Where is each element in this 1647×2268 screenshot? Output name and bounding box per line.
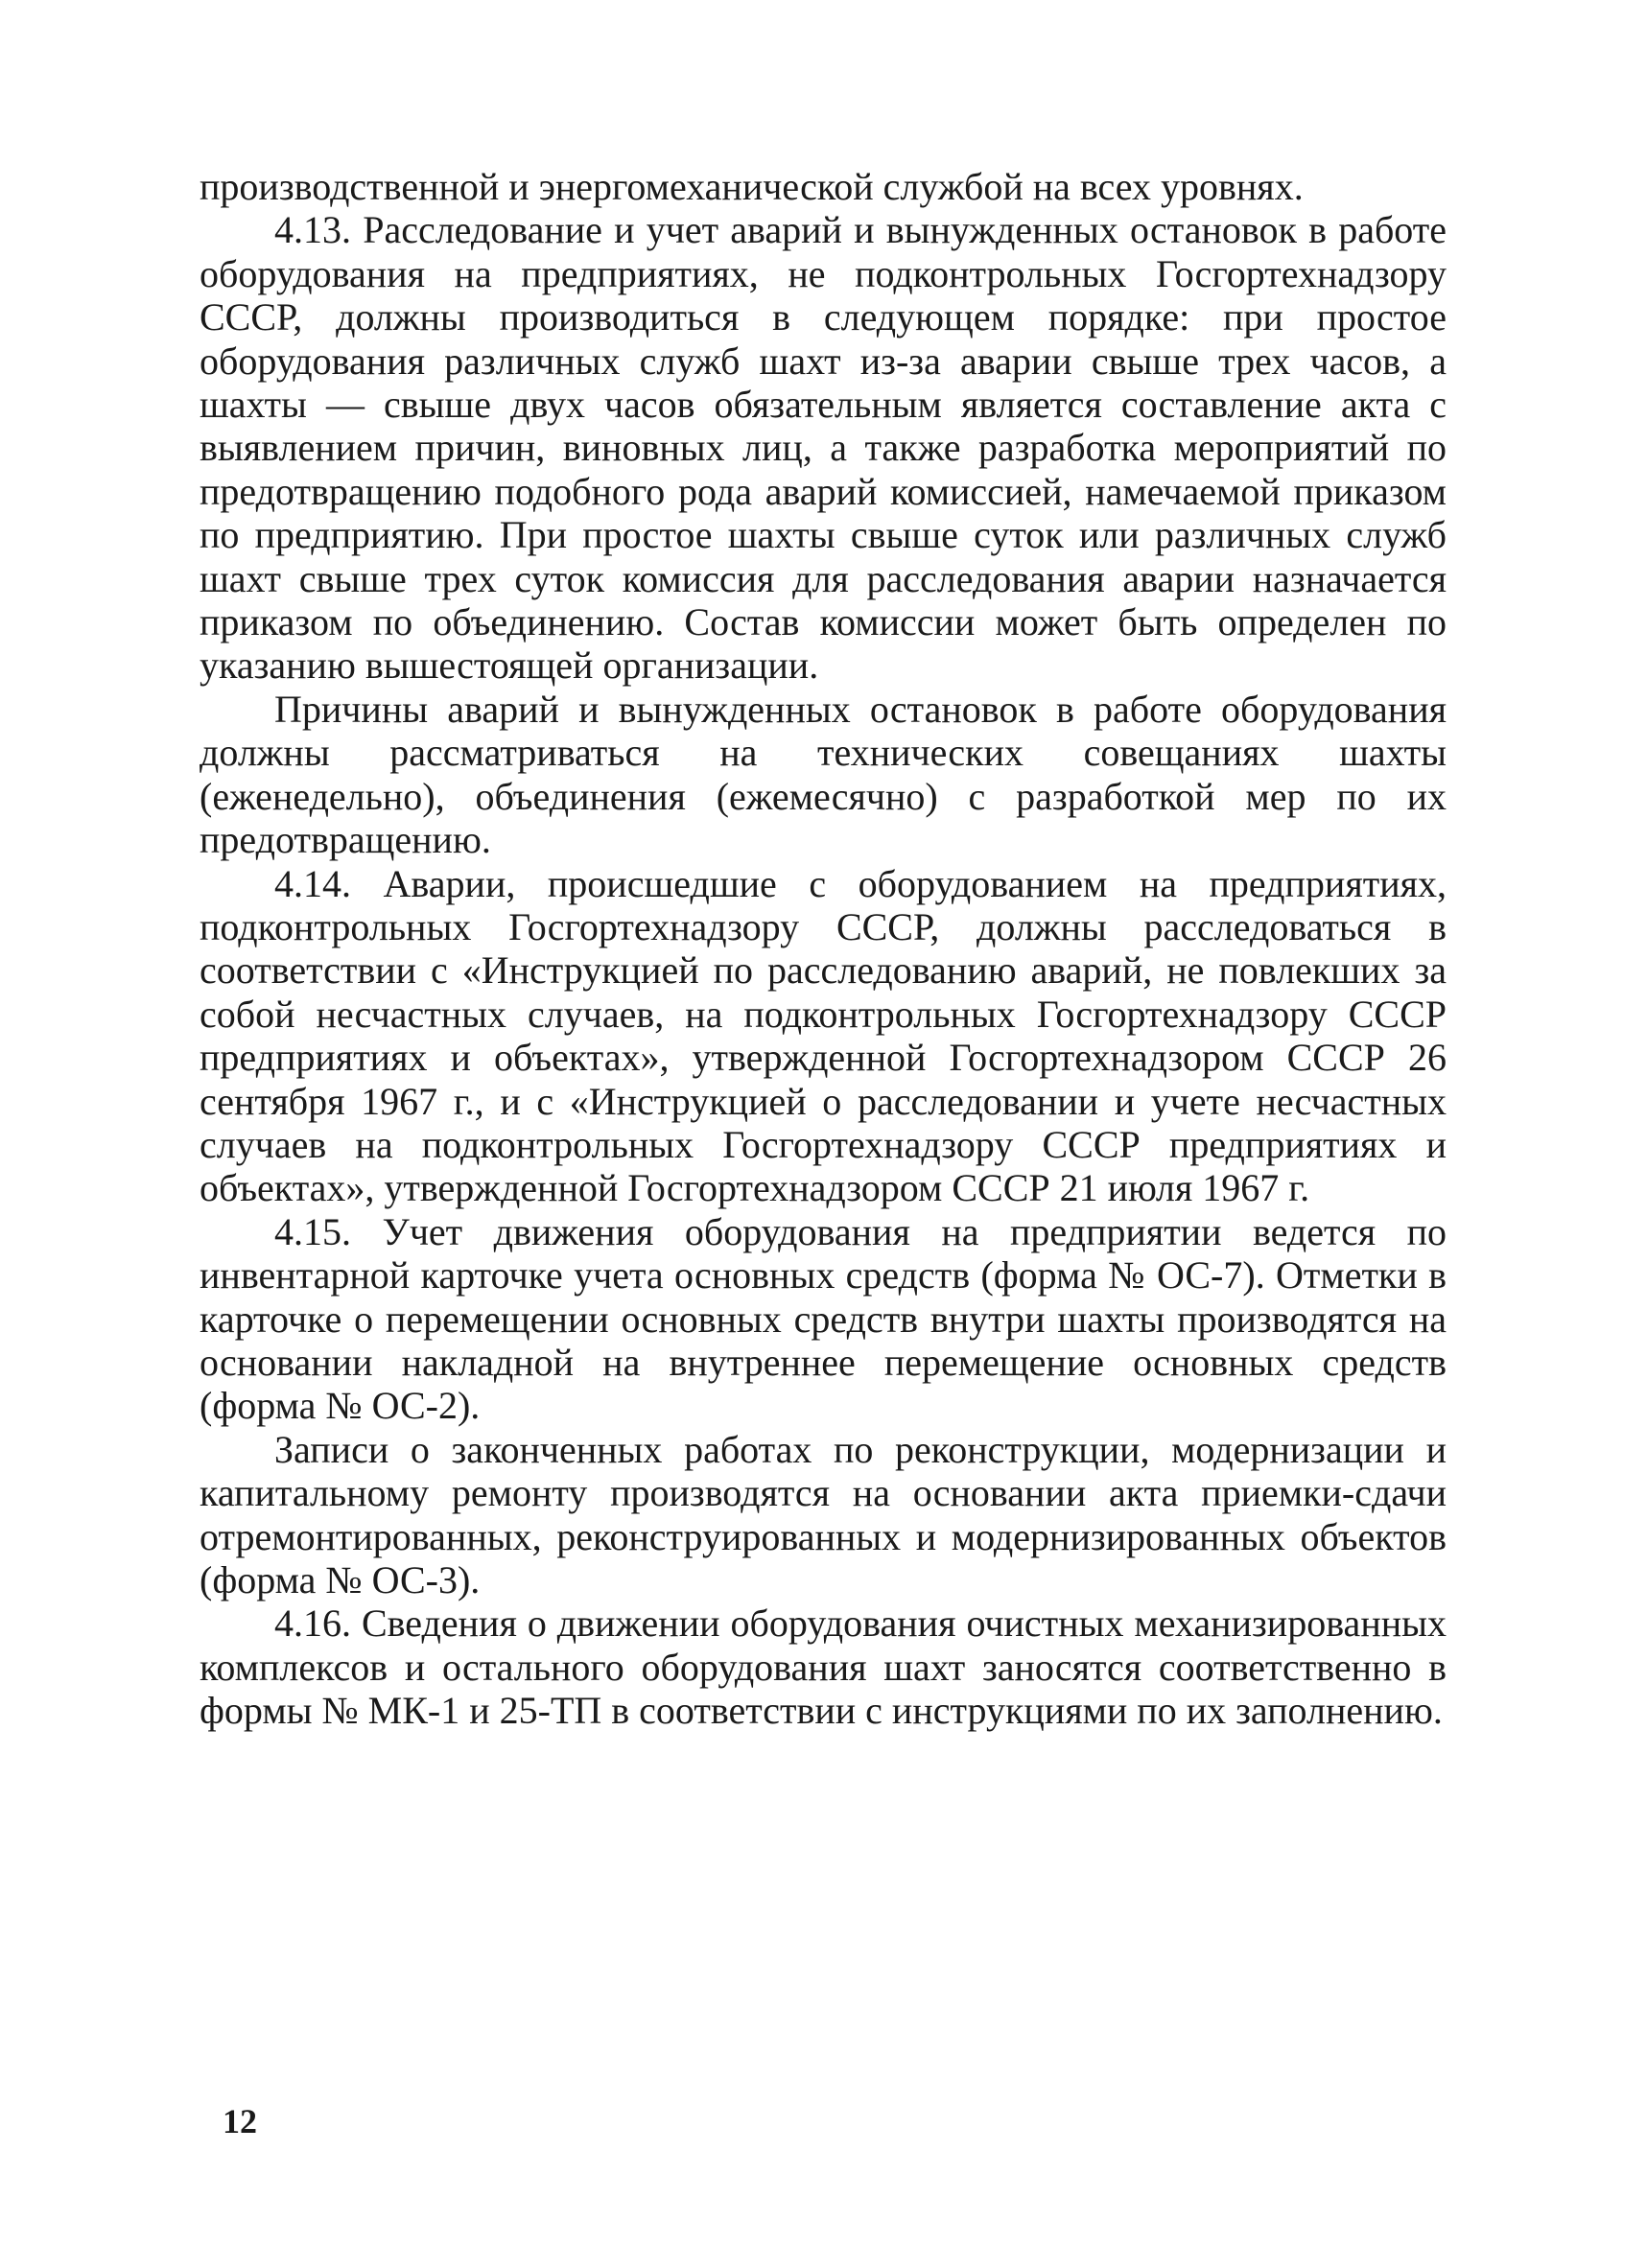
paragraph-4-15: 4.15. Учет движения оборудования на предприятии ведется по инвентарной карточке учета основных средств (форма № ОС-7). Отметки в карточке о перемещении основных средств внутри шахты производятся на основании накладной на внутреннее перемещение основных средств (форма № ОС-2).: [200, 1209, 1447, 1428]
paragraph-causes: Причины аварий и вынужденных остановок в работе оборудования должны рассматриваться на технических совещаниях шахты (еженедельно), объединения (ежемесячно) с разработкой мер по их предотвращению.: [200, 687, 1447, 862]
paragraph-4-13: 4.13. Расследование и учет аварий и вынужденных остановок в работе оборудования на предприятиях, не подконтрольных Госгортехнадзору СССР, должны производиться в следующем порядке: при простое оборудования различных служб шахт из-за аварии свыше трех часов, а шахты — свыше двух часов обязательным является составление акта с выявлением причин, виновных лиц, а также разработка мероприятий по предотвращению подобного рода аварий комиссией, намечаемой приказом по предприятию. При простое шахты свыше суток или различных служб шахт свыше трех суток комиссия для расследования аварии назначается приказом по объединению. Состав комиссии может быть определен по указанию вышестоящей организации.: [200, 208, 1447, 688]
page-number: 12: [223, 2102, 257, 2140]
paragraph-4-16: 4.16. Сведения о движении оборудования очистных механизированных комплексов и остального оборудования шахт заносятся соответственно в формы № МК-1 и 25-ТП в соответствии с инструкциями по их заполнению.: [200, 1602, 1447, 1733]
paragraph-records: Записи о законченных работах по реконструкции, модернизации и капитальному ремонту производятся на основании акта приемки-сдачи отремонтированных, реконструированных и модернизированных объектов (форма № ОС-3).: [200, 1427, 1447, 1602]
document-page: [200, 165, 1447, 1733]
paragraph-continuation: производственной и энергомеханической службой на всех уровнях.: [200, 165, 1304, 208]
paragraph-4-14: 4.14. Аварии, происшедшие с оборудованием на предприятиях, подконтрольных Госгортехнадзору СССР, должны расследоваться в соответствии с «Инструкцией по расследованию аварий, не повлекших за собой несчастных случаев, на подконтрольных Госгортехнадзору СССР предприятиях и объектах», утвержденной Госгортехнадзором СССР 26 сентября 1967 г., и с «Инструкцией о расследовании и учете несчастных случаев на подконтрольных Госгортехнадзору СССР предприятиях и объектах», утвержденной Госгортехнадзором СССР 21 июля 1967 г.: [200, 861, 1447, 1210]
